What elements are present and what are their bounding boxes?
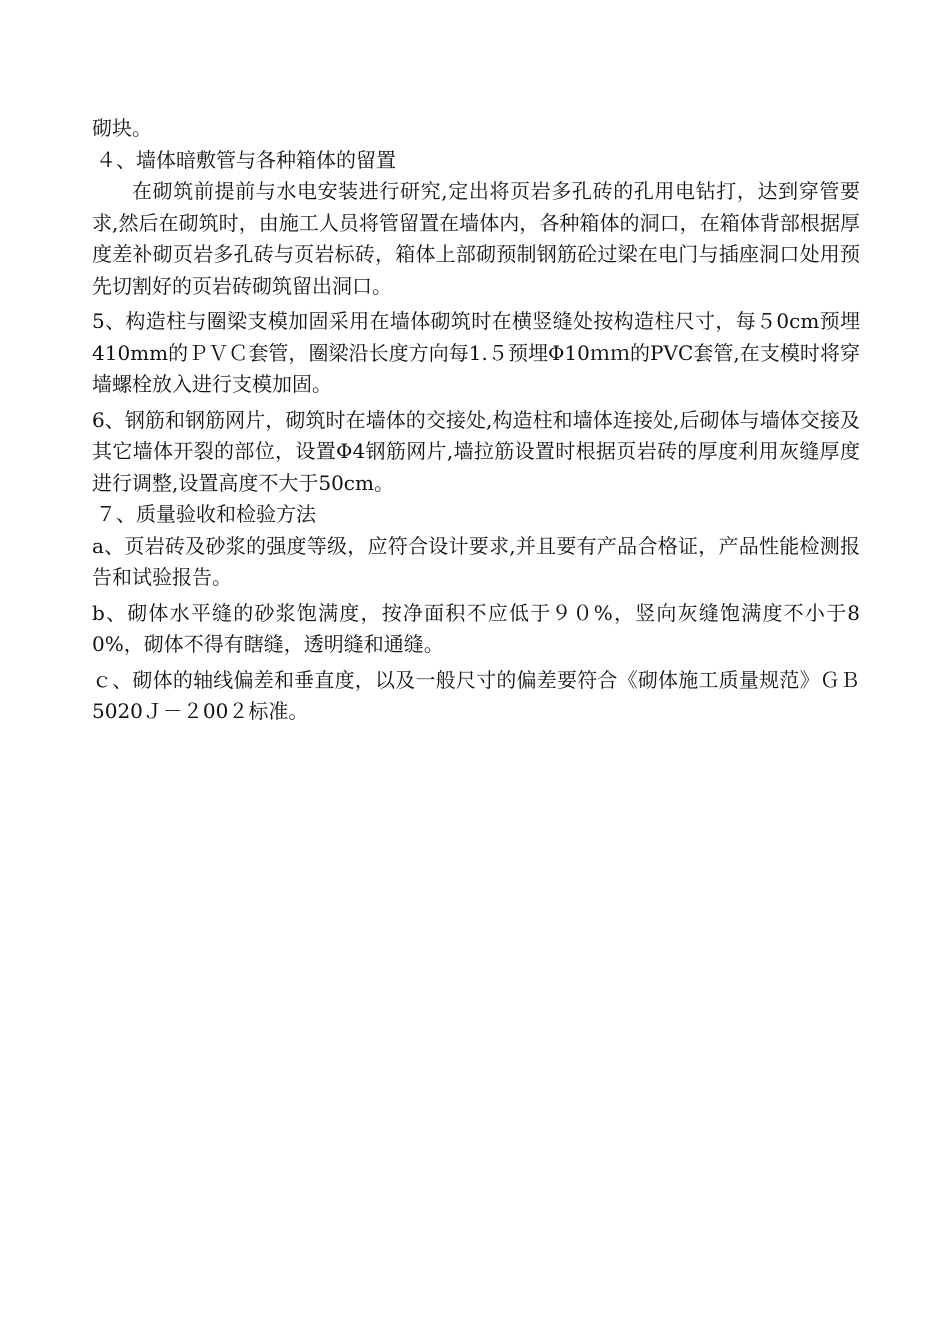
paragraph-5: 5、构造柱与圈梁支模加固采用在墙体砌筑时在横竖缝处按构造柱尺寸，每５0cm预埋410mm的ＰＶＣ套管，圈梁沿长度方向每1.５预埋Φ10ｍｍ的PVC套管,在支模时将穿墙螺栓放入进行支模加固。 bbox=[92, 309, 860, 396]
paragraph-a: a、页岩砖及砂浆的强度等级，应符合设计要求,并且要有产品合格证，产品性能检测报告和试验报告。 bbox=[92, 533, 860, 589]
section-heading-4: ４、墙体暗敷管与各种箱体的留置 bbox=[96, 147, 396, 172]
document-body bbox=[92, 113, 860, 728]
paragraph-b: b、砌体水平缝的砂浆饱满度，按净面积不应低于９０%，竖向灰缝饱满度不小于80%，砌体不得有瞎缝，透明缝和通缝。 bbox=[92, 600, 860, 656]
paragraph-6: 6、钢筋和钢筋网片，砌筑时在墙体的交接处,构造柱和墙体连接处,后砌体与墙体交接及其它墙体开裂的部位，设置Φ4钢筋网片,墙拉筋设置时根据页岩砖的厚度利用灰缝厚度进行调整,设置高度不大于50cm。 bbox=[92, 407, 860, 495]
section-heading-7: ７、质量验收和检验方法 bbox=[96, 502, 316, 526]
paragraph-c: ｃ、砌体的轴线偏差和垂直度，以及一般尺寸的偏差要符合《砌体施工质量规范》ＧＢ5020Ｊ－２00２标准。 bbox=[92, 667, 860, 723]
paragraph-continuation: 砌块。 bbox=[92, 116, 152, 140]
paragraph-4-body: 在砌筑前提前与水电安装进行研究,定出将页岩多孔砖的孔用电钻打，达到穿管要求,然后在砌筑时，由施工人员将管留置在墙体内，各种箱体的洞口，在箱体背部根据厚度差补砌页岩多孔砖与页岩标砖，箱体上部砌预制钢筋砼过梁在电门与插座洞口处用预先切割好的页岩砖砌筑留出洞口。 bbox=[92, 179, 860, 298]
